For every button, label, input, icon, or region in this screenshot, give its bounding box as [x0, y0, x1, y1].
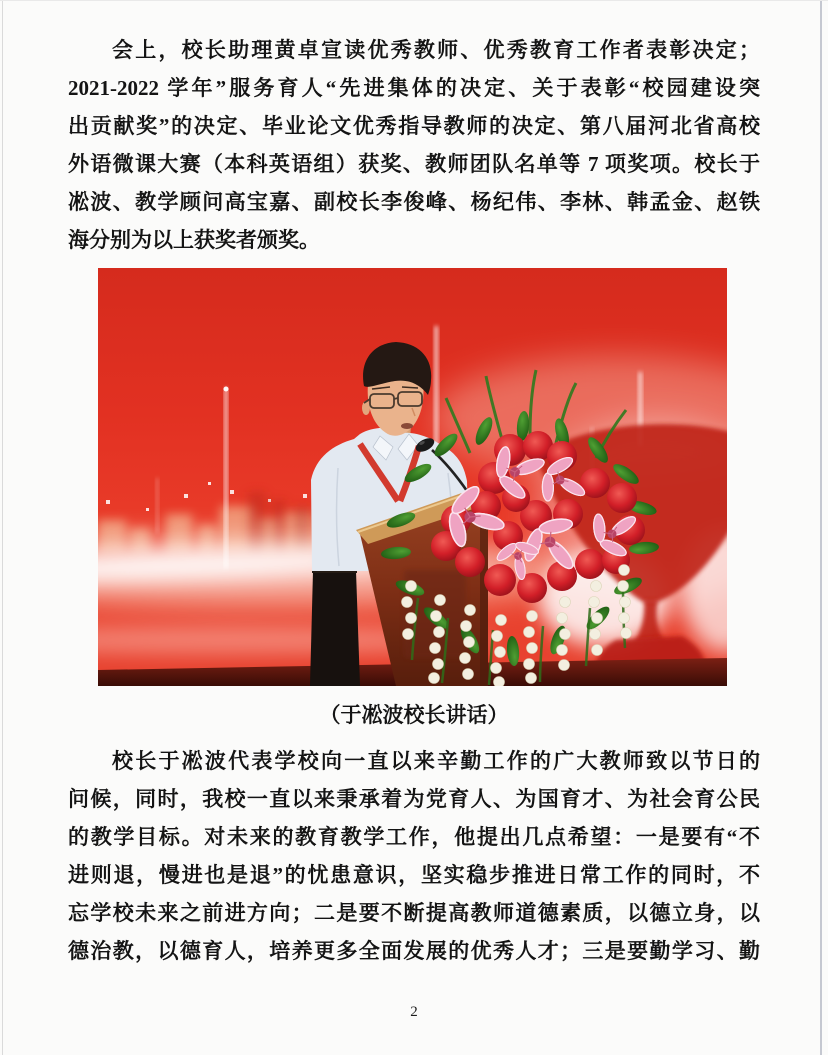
scan-edge-right — [820, 0, 822, 1055]
photo-caption: （于凇波校长讲话） — [319, 703, 509, 727]
paragraph-1-line: 外语微课大赛（本科英语组）获奖、教师团队名单等 7 项奖项。校长于 — [68, 152, 760, 176]
paragraph-1-line: 2021-2022 学年”服务育人“先进集体的决定、关于表彰“校园建设突 — [68, 76, 760, 100]
speech-photo — [98, 268, 727, 686]
paragraph-2-line: 校长于凇波代表学校向一直以来辛勤工作的广大教师致以节日的 — [112, 749, 760, 773]
paragraph-2-line: 忘学校未来之前进方向；二是要不断提高教师道德素质，以德立身，以 — [68, 901, 760, 925]
paragraph-2 — [68, 742, 760, 970]
speech-photo-illustration — [98, 268, 727, 686]
paragraph-1-line: 凇波、教学顾问高宝嘉、副校长李俊峰、杨纪伟、李林、韩孟金、赵铁 — [68, 190, 760, 214]
paragraph-2-line: 进则退，慢进也是退”的忧患意识，坚实稳步推进日常工作的同时，不 — [68, 863, 760, 887]
scan-edge-left — [2, 0, 3, 1055]
paragraph-1 — [68, 31, 760, 259]
paragraph-1-line: 海分别为以上获奖者颁奖。 — [68, 228, 320, 252]
paragraph-1-line: 出贡献奖”的决定、毕业论文优秀指导教师的决定、第八届河北省高校 — [68, 114, 760, 138]
paragraph-2-line: 问候，同时，我校一直以来秉承着为党育人、为国育才、为社会育公民 — [68, 787, 760, 811]
paragraph-2-line: 德治教，以德育人，培养更多全面发展的优秀人才；三是要勤学习、勤 — [68, 939, 760, 963]
scan-edge-top — [0, 0, 828, 1]
page-number: 2 — [410, 1004, 418, 1020]
paragraph-1-line: 会上，校长助理黄卓宣读优秀教师、优秀教育工作者表彰决定； — [112, 38, 760, 62]
paragraph-2-line: 的教学目标。对未来的教育教学工作，他提出几点希望：一是要有“不 — [68, 825, 760, 849]
